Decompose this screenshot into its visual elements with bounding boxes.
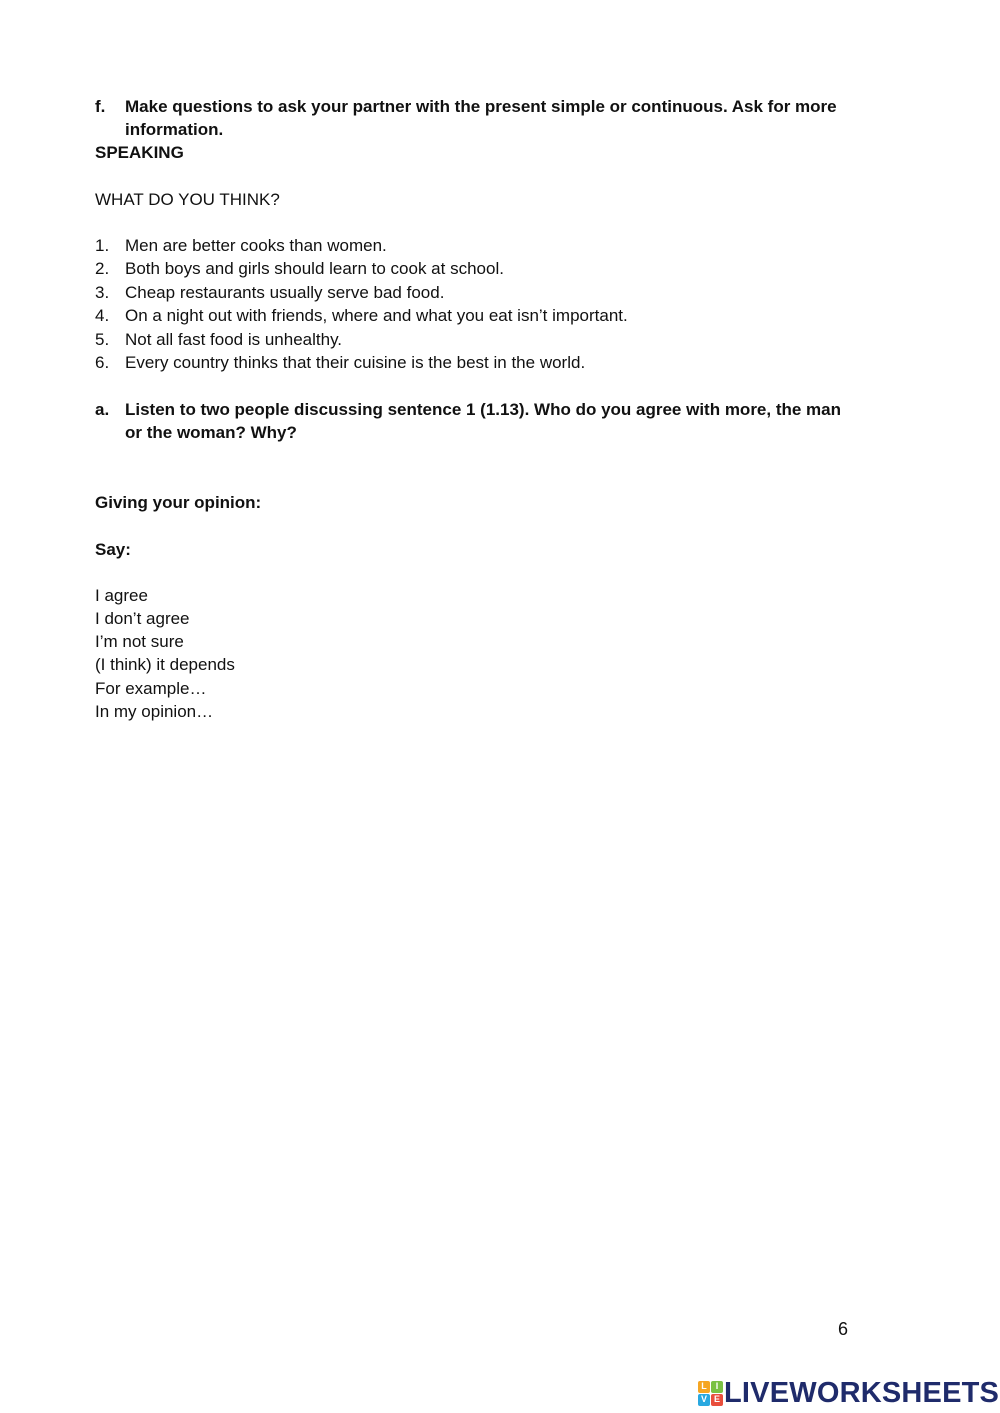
statement-number: 6.: [95, 353, 110, 372]
opinion-phrase: In my opinion…: [95, 702, 214, 721]
statement-number: 5.: [95, 330, 110, 349]
logo-letter: E: [711, 1394, 723, 1406]
task-a-letter: a.: [95, 400, 110, 419]
liveworksheets-brand-name: LIVEWORKSHEETS: [724, 1377, 1000, 1409]
statement-text: On a night out with friends, where and what you eat isn’t important.: [125, 306, 628, 325]
opinion-phrase: I don’t agree: [95, 609, 190, 628]
task-f-letter: f.: [95, 97, 106, 116]
statement-text: Men are better cooks than women.: [125, 236, 387, 255]
logo-letter: I: [711, 1381, 723, 1393]
opinion-phrase: I agree: [95, 586, 148, 605]
liveworksheets-logo[interactable]: [698, 1377, 999, 1409]
what-do-you-think-heading: WHAT DO YOU THINK?: [95, 190, 280, 209]
statement-text: Not all fast food is unhealthy.: [125, 330, 343, 349]
opinion-phrase: (I think) it depends: [95, 655, 235, 674]
section-heading-speaking: SPEAKING: [95, 143, 184, 162]
statement-text: Both boys and girls should learn to cook at school.: [125, 259, 504, 278]
statement-number: 1.: [95, 236, 110, 255]
page-number: 6: [838, 1319, 849, 1339]
statement-number: 4.: [95, 306, 110, 325]
task-f-text-line2: information.: [125, 120, 224, 139]
logo-letter: V: [698, 1394, 710, 1406]
giving-opinion-heading: Giving your opinion:: [95, 493, 262, 512]
opinion-phrase: I’m not sure: [95, 632, 184, 651]
statement-text: Every country thinks that their cuisine is the best in the world.: [125, 353, 586, 372]
task-a-text-line1: Listen to two people discussing sentence 1 (1.13). Who do you agree with more, the man: [125, 400, 842, 419]
logo-letter: L: [698, 1381, 710, 1393]
statement-number: 3.: [95, 283, 110, 302]
task-a-text-line2: or the woman? Why?: [125, 423, 297, 442]
opinion-phrase: For example…: [95, 679, 207, 698]
statement-text: Cheap restaurants usually serve bad food.: [125, 283, 445, 302]
say-heading: Say:: [95, 540, 131, 559]
statement-number: 2.: [95, 259, 110, 278]
task-f-text-line1: Make questions to ask your partner with the present simple or continuous. Ask for more: [125, 97, 837, 116]
liveworksheets-logo-icon: [698, 1381, 722, 1405]
